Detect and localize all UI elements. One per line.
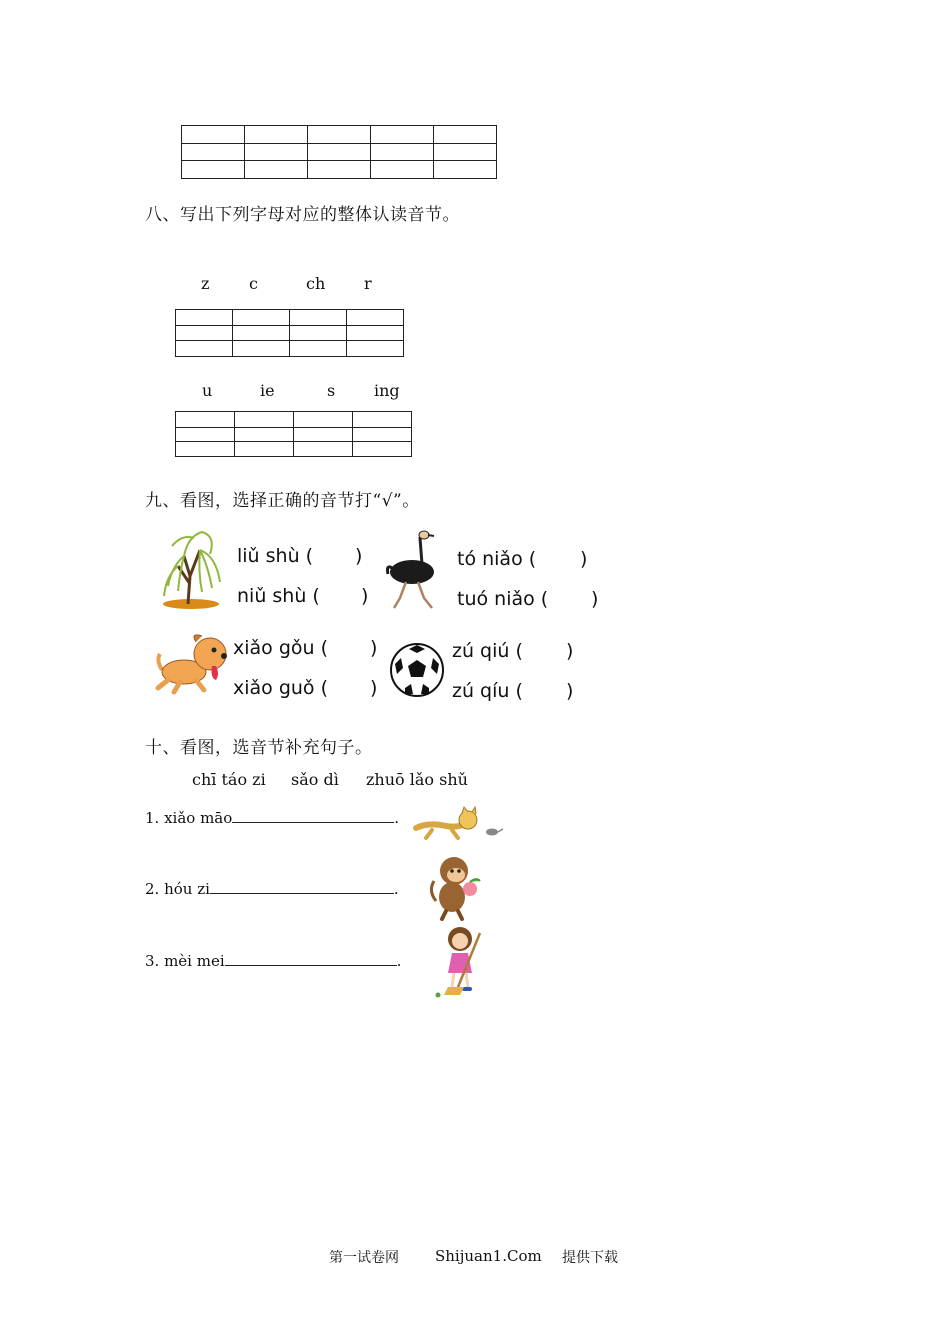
ball-option-2: zú qíu ( bbox=[452, 680, 523, 702]
letter-c: c bbox=[249, 274, 258, 293]
footer-center: Shijuan1.Com bbox=[435, 1247, 542, 1265]
sentence-2-prefix: 2. hóu zi bbox=[145, 880, 210, 898]
section8-heading: 八、写出下列字母对应的整体认读音节。 bbox=[145, 205, 460, 225]
letter-r: r bbox=[364, 274, 372, 293]
ball-option-1: zú qiú ( bbox=[452, 640, 523, 662]
ostrich-icon bbox=[382, 528, 444, 612]
top-grid-table bbox=[181, 125, 497, 179]
letter-s: s bbox=[327, 381, 336, 400]
letter-ing: ing bbox=[374, 381, 400, 400]
ostrich-option-1: tó niǎo ( bbox=[457, 548, 537, 570]
ostrich-option-1-close: ) bbox=[580, 548, 588, 570]
cat-chasing-mouse-icon bbox=[412, 806, 504, 842]
sentence-3 bbox=[145, 951, 401, 970]
sentence-2-blank[interactable] bbox=[210, 879, 394, 894]
puppy-option-1-close: ) bbox=[370, 637, 378, 659]
sentence-1-blank[interactable] bbox=[232, 808, 394, 823]
sentence-1-prefix: 1. xiǎo māo bbox=[145, 809, 233, 827]
tree-option-2: niǔ shù ( bbox=[237, 585, 320, 607]
sentence-2 bbox=[145, 879, 399, 898]
puppy-option-2: xiǎo guǒ ( bbox=[233, 677, 329, 699]
girl-sweeping-icon bbox=[430, 925, 490, 1001]
letter-ie: ie bbox=[260, 381, 275, 400]
sentence-1-period: . bbox=[394, 809, 400, 827]
tree-option-1: liǔ shù ( bbox=[237, 545, 314, 567]
letter-ch: ch bbox=[306, 274, 326, 293]
letter-z: z bbox=[201, 274, 210, 293]
monkey-with-peach-icon bbox=[426, 851, 488, 921]
ostrich-option-2: tuó niǎo ( bbox=[457, 588, 549, 610]
sentence-3-prefix: 3. mèi mei bbox=[145, 952, 225, 970]
tree-option-1-close: ) bbox=[355, 545, 363, 567]
letter-u: u bbox=[202, 381, 213, 400]
ball-option-1-close: ) bbox=[566, 640, 574, 662]
footer-left: 第一试卷网 bbox=[329, 1250, 399, 1266]
soccer-ball-icon bbox=[389, 642, 445, 698]
puppy-icon bbox=[152, 630, 232, 696]
section10-heading: 十、看图，选音节补充句子。 bbox=[145, 738, 373, 758]
choice-1: chī táo zi bbox=[192, 770, 266, 789]
tree-option-2-close: ) bbox=[361, 585, 369, 607]
ball-option-2-close: ) bbox=[566, 680, 574, 702]
answer-grid-2 bbox=[175, 411, 412, 457]
choice-2: sǎo dì bbox=[291, 770, 339, 789]
puppy-option-1: xiǎo gǒu ( bbox=[233, 637, 329, 659]
puppy-option-2-close: ) bbox=[370, 677, 378, 699]
footer-right: 提供下载 bbox=[562, 1250, 618, 1266]
sentence-3-blank[interactable] bbox=[225, 951, 397, 966]
sentence-1 bbox=[145, 808, 399, 827]
willow-tree-icon bbox=[158, 526, 224, 612]
ostrich-option-2-close: ) bbox=[591, 588, 599, 610]
sentence-2-period: . bbox=[393, 880, 399, 898]
section9-heading: 九、看图，选择正确的音节打“√”。 bbox=[145, 491, 420, 511]
choice-3: zhuō lǎo shǔ bbox=[366, 770, 468, 789]
answer-grid-1 bbox=[175, 309, 404, 357]
sentence-3-period: . bbox=[396, 952, 402, 970]
